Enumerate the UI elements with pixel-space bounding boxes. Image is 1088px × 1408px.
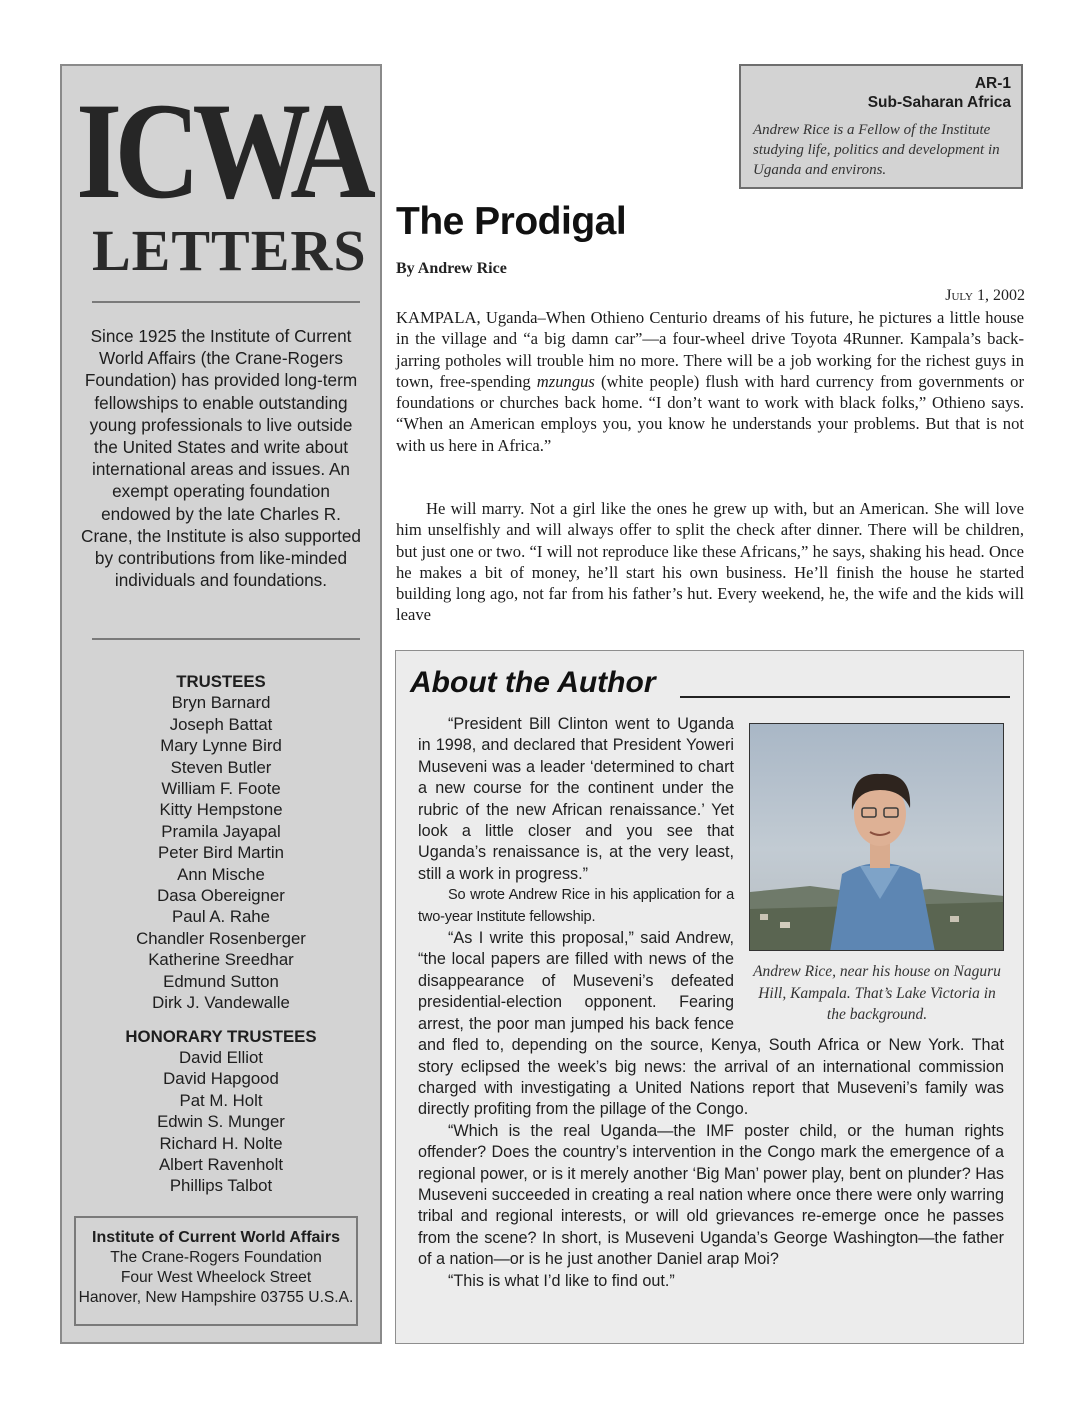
divider	[92, 638, 360, 640]
trustee-name: Ann Mische	[177, 864, 265, 884]
honorary-trustee-name: Richard H. Nolte	[159, 1133, 283, 1153]
trustee-name: Joseph Battat	[169, 714, 273, 734]
trustee-name: Mary Lynne Bird	[160, 736, 282, 756]
trustee-name: Peter Bird Martin	[158, 843, 284, 863]
region-label: Sub-Saharan Africa	[867, 94, 1011, 111]
about-paragraph: “This is what I’d like to find out.”	[448, 1271, 675, 1290]
trustee-name: Dirk J. Vandewalle	[152, 993, 290, 1013]
trustees-heading: TRUSTEES	[176, 672, 266, 691]
spacer	[76, 1014, 366, 1026]
honorary-trustee-name: Albert Ravenholt	[158, 1154, 284, 1174]
article-title: The Prodigal	[396, 200, 627, 243]
italic-term: mzungus	[536, 371, 595, 391]
about-author-box	[395, 650, 1024, 1344]
article-paragraph	[396, 307, 1024, 456]
sidebar	[60, 64, 382, 1344]
honorary-trustee-name: David Elliot	[179, 1047, 263, 1067]
honorary-trustee-name: Edwin S. Munger	[157, 1112, 285, 1132]
trustees-list	[76, 671, 366, 1197]
article-date: July 1, 2002	[945, 287, 1025, 304]
trustee-name: William F. Foote	[161, 779, 281, 799]
about-paragraph: “President Bill Clinton went to Uganda in 1998, and declared that President Yoweri Museveni was a leader ‘determined to chart a new course for the continent under the rubric of the new African renaissance.’ Yet look a little closer and you see that Uganda’s renaissance is, at the very least, still a work in progress.”	[418, 715, 734, 883]
divider	[92, 301, 360, 303]
honorary-trustee-name: Phillips Talbot	[169, 1176, 273, 1196]
article-paragraph: He will marry. Not a girl like the ones he grew up with, but an American. She will love him unselfishly and will always offer to split the check after dinner. There will be children, but just one or two. “I will not reproduce like these Africans,” he says, shaking his head. Once he makes a bit of money, he’ll start his own business. He’ll finish the house he started building long ago, not far from his father’s hut. Every weekend, he, the wife and the kids will leave	[396, 499, 1024, 625]
photo-caption: Andrew Rice, near his house on Naguru Hill, Kampala. That’s Lake Victoria in the background.	[753, 963, 1001, 1023]
trustee-name: Pramila Jayapal	[161, 821, 281, 841]
about-paragraph: “As I write this proposal,” said Andrew, “the local papers are filled with news of the disappearance of Museveni’s defeated presidential-election opponent. Fearing arrest, the poor man jumped his back fence and fled to, depending on the source, Kenya, South Africa or New York. That story eclipsed the week’s big news: the arrival of an international commission charged with investigating a United Nations report that Museveni’s family was directly profiting from the pillage of the Congo.	[418, 929, 1004, 1119]
honorary-trustees-heading: HONORARY TRUSTEES	[125, 1026, 317, 1046]
heading-rule	[680, 696, 1010, 698]
honorary-trustee-name: Pat M. Holt	[179, 1090, 263, 1110]
about-paragraph: So wrote Andrew Rice in his application for a two-year Institute fellowship.	[418, 887, 734, 925]
honorary-trustee-name: David Hapgood	[163, 1069, 279, 1089]
letters-logo: LETTERS	[92, 218, 367, 283]
about-heading: About the Author	[410, 666, 656, 699]
icwa-logo: ICWA	[76, 74, 369, 227]
address-box	[74, 1216, 358, 1326]
photo-spacer	[734, 714, 1004, 1020]
institute-name: Institute of Current World Affairs	[92, 1229, 340, 1246]
address-line: Hanover, New Hampshire 03755 U.S.A.	[78, 1289, 354, 1306]
about-text	[418, 714, 1004, 1292]
mission-statement: Since 1925 the Institute of Current World Affairs (the Crane-Rogers Foundation) has provided long-term fellowships to enable outstanding young professionals to live outside the United States and write about international areas and issues. An exempt operating foundation endowed by the late Charles R. Crane, the Institute is also supported by contributions from like-minded individuals and foundations.	[81, 326, 361, 591]
trustee-name: Steven Butler	[170, 757, 272, 777]
trustee-name: Edmund Sutton	[163, 971, 279, 991]
trustee-name: Kitty Hempstone	[159, 800, 283, 820]
trustee-name: Chandler Rosenberger	[136, 928, 306, 948]
paragraph-text: KAMPALA, Uganda–When Othieno Centurio dreams of his future, he pictures a little house in the village and “a big damn car”—a four-wheel drive Toyota 4Runner. Kampala’s back-jarring potholes will trouble him no more. There will be a job working for the richest guys in town, free-spending	[396, 308, 1024, 391]
address-line: Four West Wheelock Street	[120, 1269, 312, 1286]
about-paragraph: “Which is the real Uganda—the IMF poster child, or the human rights offender? Does the country’s intervention in the Congo mark the emergence of a regional power, or is it merely another ‘Big Man’ power play, bent on plunder? Has Museveni succeeded in creating a real nation where once there were only warring tribal and regional interests, or will old grievances re-emerge once he passes from the scene? In short, is Museveni Uganda’s George Washington—the father of a nation—or is he just another Daniel arap Moi?	[418, 1121, 1004, 1269]
byline: By Andrew Rice	[396, 260, 507, 277]
paragraph-text: (white people) flush with hard currency from governments or foundations or churches back home. “I don’t want to work with black folks,” Othieno says. “When an American employs you, you know he understands your problems. But that is not with us here in Africa.”	[396, 371, 1024, 455]
trustee-name: Paul A. Rahe	[172, 907, 270, 927]
fellow-description: Andrew Rice is a Fellow of the Institute studying life, politics and development in Uganda and environs.	[753, 122, 1000, 178]
address-line: The Crane-Rogers Foundation	[110, 1249, 322, 1266]
trustee-name: Katherine Sreedhar	[148, 950, 294, 970]
trustee-name: Bryn Barnard	[171, 693, 271, 713]
header-box	[739, 64, 1023, 189]
letter-code: AR-1	[974, 75, 1011, 92]
trustee-name: Dasa Obereigner	[157, 886, 285, 906]
